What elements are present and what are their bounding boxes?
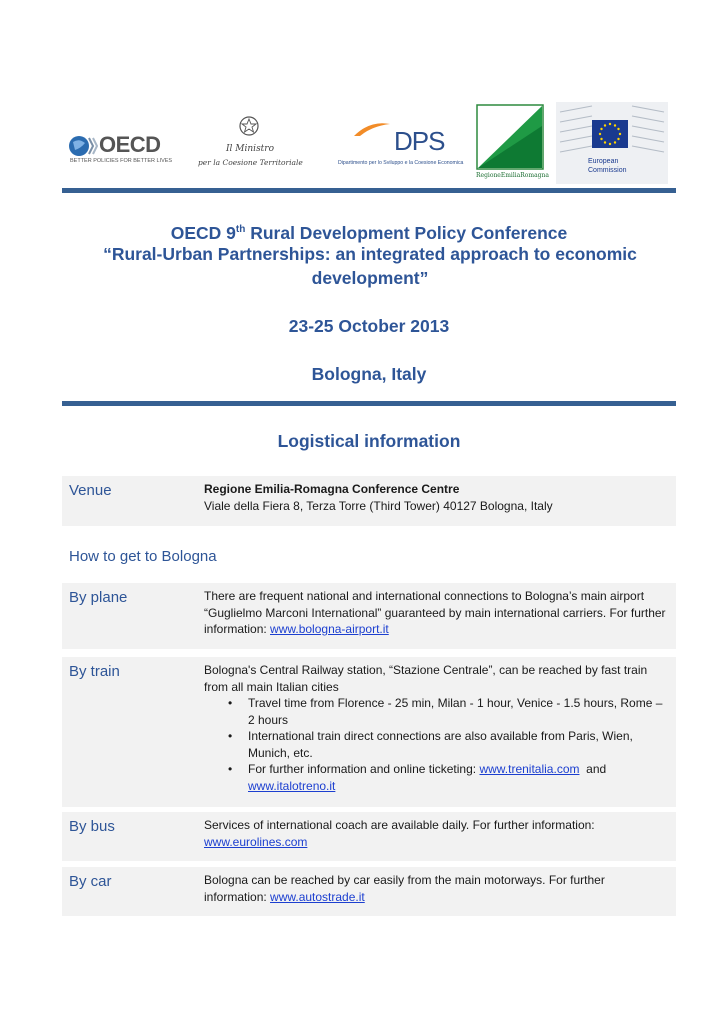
plane-label: By plane [69, 589, 128, 606]
car-details [204, 872, 670, 905]
italotreno-link[interactable]: www.italotreno.it [248, 778, 336, 793]
section-title: Logistical information [277, 431, 461, 451]
venue-row [62, 476, 676, 526]
oecd-logo [68, 132, 180, 168]
venue-label: Venue [69, 482, 112, 499]
ec-logo [556, 102, 668, 184]
trenitalia-link[interactable]: www.trenitalia.com [479, 762, 580, 776]
car-row [62, 867, 676, 916]
ec-line1: European [588, 158, 619, 165]
dps-swoosh-icon [352, 120, 392, 138]
regione-emblem-icon [476, 104, 544, 170]
conference-subtitle: “Rural-Urban Partnerships: an integrated approach to economic development” [103, 244, 637, 288]
venue-details [204, 481, 670, 514]
top-divider [62, 188, 676, 193]
eurolines-link[interactable]: www.eurolines.com [204, 834, 308, 849]
conference-title [62, 218, 676, 245]
ministro-line2: per la Coesione Territoriale [198, 158, 303, 167]
train-row [62, 657, 676, 807]
train-details [204, 662, 670, 794]
how-to-get-heading: How to get to Bologna [69, 548, 217, 565]
conference-dates: 23-25 October 2013 [288, 316, 450, 336]
bottom-divider [62, 401, 676, 406]
autostrade-link[interactable]: www.autostrade.it [270, 889, 365, 904]
venue-address: Viale della Fiera 8, Terza Torre (Third Tower) 40127 Bologna, Italy [204, 498, 553, 513]
oecd-wordmark: OECD [99, 132, 161, 157]
dps-logo [338, 118, 466, 168]
dps-tagline: Dipartimento per lo Sviluppo e la Coesione Economica [338, 160, 464, 166]
bus-label: By bus [69, 818, 115, 835]
title-suffix: Rural Development Policy Conference [245, 222, 568, 243]
bologna-airport-link[interactable]: www.bologna-airport.it [270, 622, 389, 636]
bus-row [62, 812, 676, 861]
train-bullet-list [204, 695, 670, 794]
bus-details [204, 817, 670, 850]
train-ticketing-text: For further information and online ticketing: [248, 762, 480, 776]
ministro-line1: Il Ministro [226, 144, 275, 154]
train-and-text: and [579, 762, 607, 776]
plane-details [204, 588, 670, 638]
regione-name: RegioneEmiliaRomagna [476, 172, 549, 179]
regione-logo [476, 104, 549, 182]
dps-wordmark: DPS [394, 126, 445, 156]
oecd-tagline: BETTER POLICIES FOR BETTER LIVES [70, 158, 173, 164]
train-bullet-ticketing [204, 761, 670, 794]
train-label: By train [69, 663, 120, 680]
ministro-logo [196, 114, 316, 176]
conference-location: Bologna, Italy [311, 364, 427, 384]
oecd-globe-icon [68, 134, 98, 158]
logo-bar [62, 100, 676, 188]
car-text: Bologna can be reached by car easily from the main motorways. For further information: [204, 873, 605, 904]
train-bullet-international: • International train direct connections are also available from Paris, Wien, Munich, etc. [204, 728, 670, 761]
plane-text: There are frequent national and international connections to Bologna’s main airport “Guglielmo Marconi International” guaranteed by main international carriers. For further information: [204, 589, 666, 636]
train-intro: Bologna's Central Railway station, “Stazione Centrale”, can be reached by fast train from all main Italian cities [204, 663, 648, 694]
title-superscript: th [235, 224, 246, 235]
emblem-icon [238, 114, 260, 138]
title-prefix: OECD 9 [170, 222, 236, 243]
plane-row [62, 583, 676, 649]
bus-text: Services of international coach are available daily. For further information: [204, 818, 595, 832]
car-label: By car [69, 873, 112, 890]
train-bullet-travel-time: • Travel time from Florence - 25 min, Milan - 1 hour, Venice - 1.5 hours, Rome – 2 hours [204, 695, 670, 728]
venue-name: Regione Emilia-Romagna Conference Centre [204, 482, 460, 496]
ec-line2: Commission [588, 167, 627, 174]
